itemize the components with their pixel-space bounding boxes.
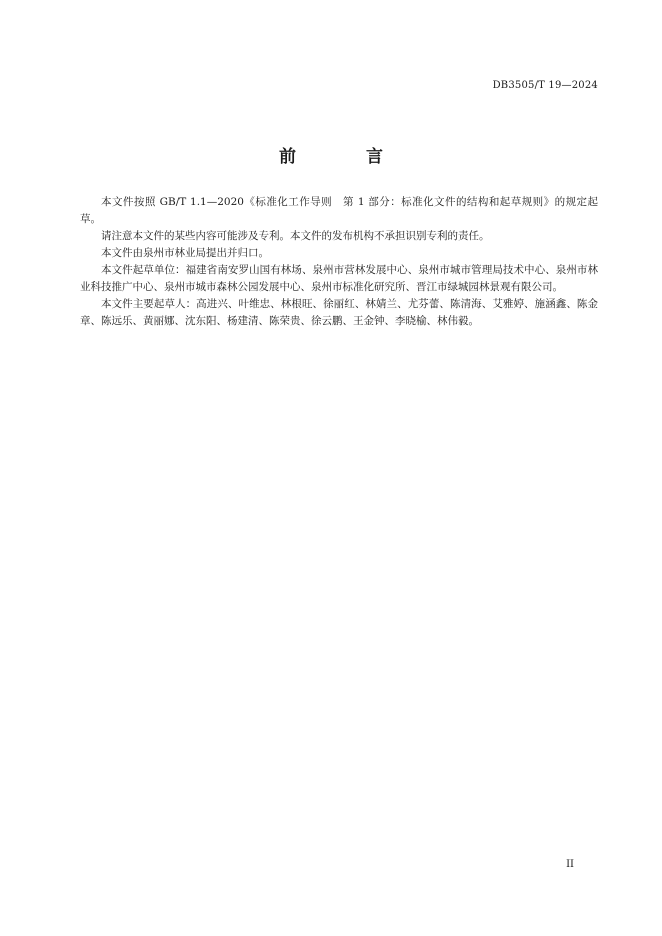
section-title: 前 言 [279, 147, 415, 167]
paragraph-drafting-units: 本文件起草单位：福建省南安罗山国有林场、泉州市营林发展中心、泉州市城市管理局技术中心、泉州市林业科技推广中心、泉州市城市森林公园发展中心、泉州市标准化研究所、晋江市绿城园林景观有限公司。 [80, 264, 598, 293]
paragraph-patent-notice: 请注意本文件的某些内容可能涉及专利。本文件的发布机构不承担识别专利的责任。 [101, 230, 490, 242]
foreword-body [80, 194, 598, 330]
document-code: DB3505/T 19—2024 [492, 80, 598, 91]
paragraph-proposer: 本文件由泉州市林业局提出并归口。 [101, 247, 269, 259]
paragraph-drafting-basis: 本文件按照 GB/T 1.1—2020《标准化工作导则 第 1 部分：标准化文件的结构和起草规则》的规定起草。 [80, 196, 598, 225]
paragraph-drafters: 本文件主要起草人：高进兴、叶维忠、林根旺、徐丽红、林婧兰、尤芬蕾、陈清海、艾雅婷、施涵鑫、陈金章、陈远乐、黄丽娜、沈东阳、杨建清、陈荣贵、徐云鹏、王金钟、李晓榆、林伟毅。 [80, 298, 598, 327]
page-number: II [566, 859, 574, 870]
